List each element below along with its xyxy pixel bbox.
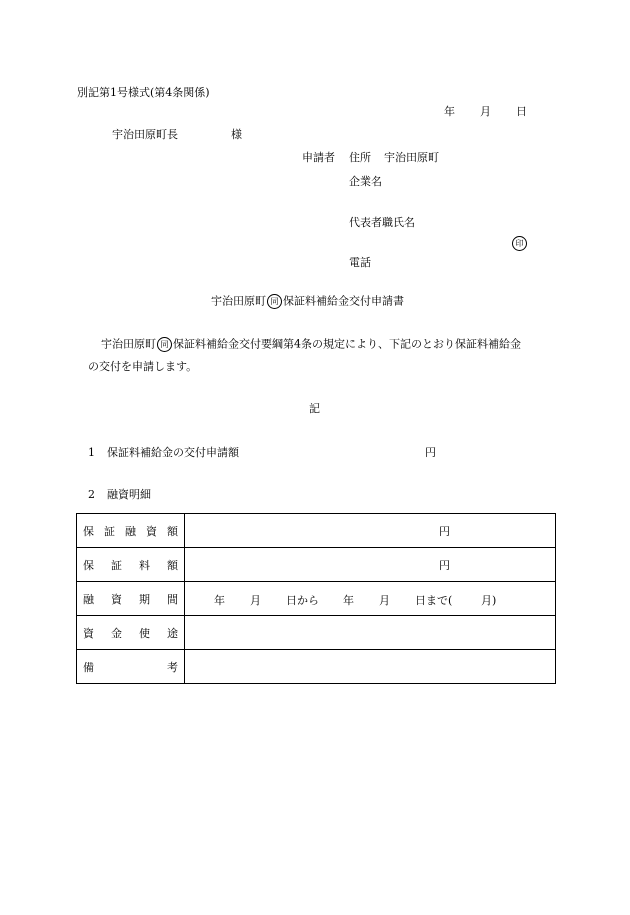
label-char: 融: [83, 592, 94, 606]
unit-yen: 円: [439, 558, 450, 572]
addressee-name: 宇治田原町長: [112, 128, 178, 141]
label-char: 証: [104, 524, 115, 538]
label-char: 使: [139, 626, 150, 640]
item1-label: 保証料補給金の交付申請額: [107, 446, 239, 459]
addressee-honorific: 様: [231, 128, 242, 141]
period-day-to: 日まで(: [415, 593, 453, 607]
label-char: 保: [83, 558, 94, 572]
row-label-loan-period: [77, 582, 185, 616]
table-row: [77, 616, 556, 650]
representative-label: 代表者職氏名: [349, 216, 415, 229]
title-circled-mark: 同: [267, 294, 282, 309]
period-month-1: 月: [250, 593, 261, 607]
value-cell-fund-usage[interactable]: [185, 616, 556, 650]
body-line-1: [101, 337, 521, 352]
title-prefix: 宇治田原町: [211, 294, 266, 308]
label-char: 間: [167, 592, 178, 606]
row-label-guarantee-loan-amount: [77, 514, 185, 548]
address-label: 住所: [349, 151, 371, 164]
body-prefix: 宇治田原町: [101, 337, 156, 351]
loan-detail-table: [76, 513, 556, 684]
label-char: 金: [111, 626, 122, 640]
value-cell-guarantee-fee-amount[interactable]: [185, 548, 556, 582]
title-suffix: 保証料補給金交付申請書: [283, 294, 404, 308]
form-number: 別記第1号様式(第4条関係): [77, 86, 210, 99]
value-cell-guarantee-loan-amount[interactable]: [185, 514, 556, 548]
body-suffix: 保証料補給金交付要綱第4条の規定により、下記のとおり保証料補給金: [173, 337, 521, 351]
label-char: 保: [83, 524, 94, 538]
address-value: 宇治田原町: [384, 151, 439, 164]
item1-unit: 円: [425, 446, 436, 459]
row-label-fund-usage: [77, 616, 185, 650]
label-char: 途: [167, 626, 178, 640]
label-char: 資: [146, 524, 157, 538]
body-line-2: の交付を申請します。: [88, 360, 198, 373]
document-title: [211, 294, 404, 309]
row-label-remarks: [77, 650, 185, 684]
applicant-label: 申請者: [302, 151, 335, 164]
label-char: 考: [167, 660, 178, 674]
label-char: 額: [167, 558, 178, 572]
period-months: 月): [481, 593, 497, 607]
label-char: 料: [139, 558, 150, 572]
body-circled-mark: 同: [157, 337, 172, 352]
table-row: [77, 582, 556, 616]
period-year-2: 年: [343, 593, 354, 607]
table-row: [77, 548, 556, 582]
value-cell-remarks[interactable]: [185, 650, 556, 684]
row-label-guarantee-fee-amount: [77, 548, 185, 582]
unit-yen: 円: [439, 524, 450, 538]
phone-label: 電話: [349, 256, 371, 269]
date-day-label: 日: [516, 105, 527, 118]
label-char: 期: [139, 592, 150, 606]
company-label: 企業名: [349, 175, 382, 188]
label-char: 額: [167, 524, 178, 538]
period-year-1: 年: [214, 593, 225, 607]
item2-label: 融資明細: [107, 488, 151, 501]
label-char: 融: [125, 524, 136, 538]
label-char: 資: [83, 626, 94, 640]
period-day-from: 日から: [286, 593, 319, 607]
value-cell-loan-period[interactable]: [185, 582, 556, 616]
date-year-label: 年: [444, 105, 455, 118]
label-char: 証: [111, 558, 122, 572]
ki-heading: 記: [309, 402, 320, 415]
period-month-2: 月: [379, 593, 390, 607]
item1-number: 1: [88, 446, 95, 459]
table-row: [77, 514, 556, 548]
item2-number: 2: [88, 488, 95, 501]
seal-mark: 印: [512, 236, 527, 251]
table-row: [77, 650, 556, 684]
date-month-label: 月: [480, 105, 491, 118]
label-char: 資: [111, 592, 122, 606]
label-char: 備: [83, 660, 94, 674]
